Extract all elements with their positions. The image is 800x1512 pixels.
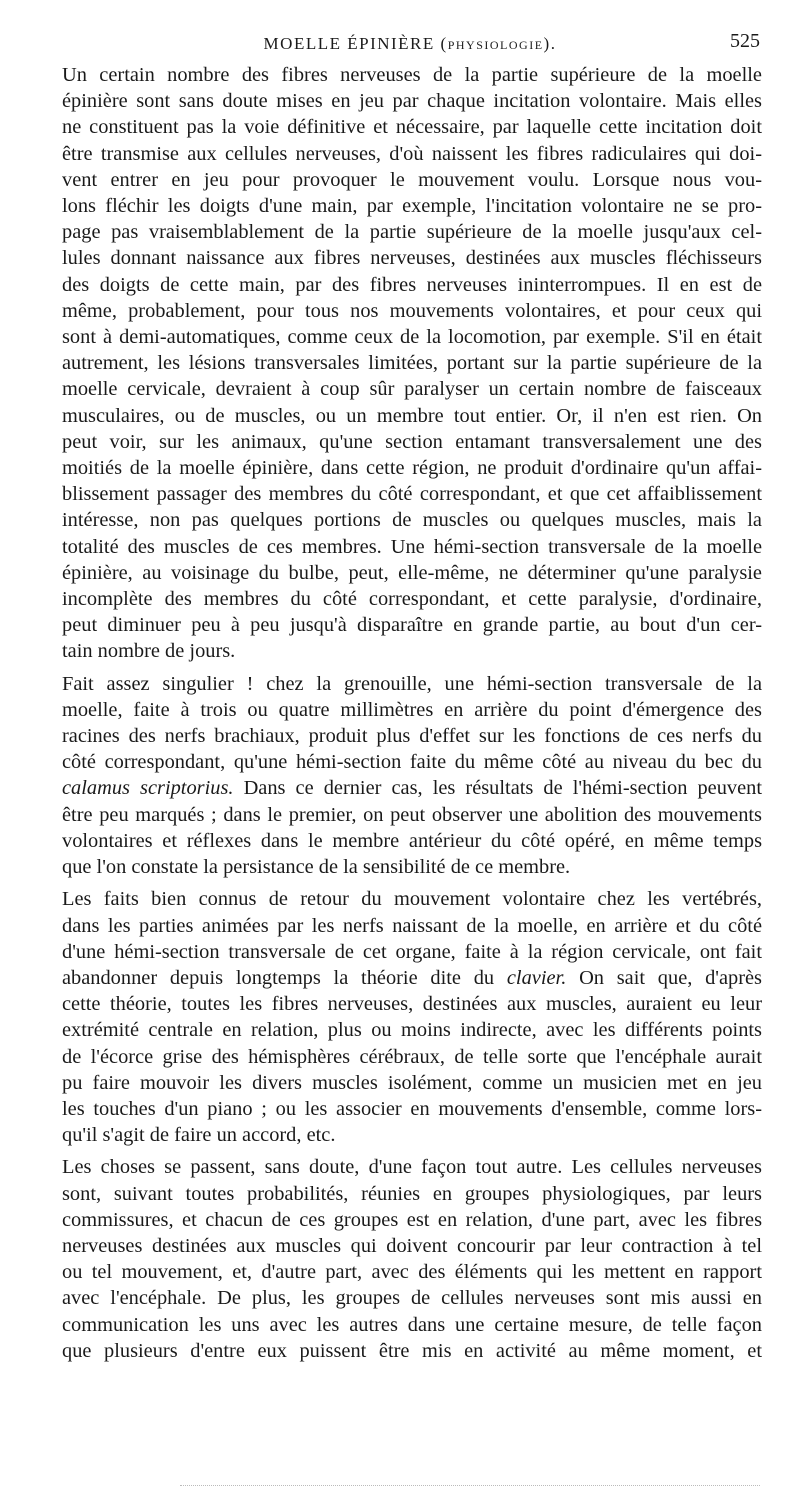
text-line: dans les parties animées par les nerfs naissant de la moelle, en arrière et du côté [62, 914, 762, 937]
footer-dotted-rule [180, 1485, 760, 1487]
text-line: Un certain nombre des fibres nerveuses de la partie supérieure de la moelle [62, 64, 762, 86]
text-line: totalité des muscles de ces membres. Une hémi-section transversale de la moelle [62, 535, 762, 558]
text-line: être transmise aux cellules nerveuses, d'où naissent les fibres radiculaires qui doi- [62, 142, 762, 165]
text-line: Les faits bien connus de retour du mouvement volontaire chez les vertébrés, [62, 888, 762, 911]
text-line: page pas vraisemblablement de la partie supérieure de la moelle jusqu'aux cel- [62, 221, 762, 244]
text-line: musculaires, ou de muscles, ou un membre tout entier. Or, il n'en est rien. On [62, 404, 762, 427]
running-title-end: ). [543, 34, 557, 53]
text-line: lules donnant naissance aux fibres nerveuses, destinées aux muscles fléchisseurs [62, 247, 762, 270]
text-line: communication les uns avec les autres dans une certaine mesure, de telle façon [62, 1313, 762, 1336]
text-line: les touches d'un piano ; ou les associer en mouvements d'ensemble, comme lors- [62, 1097, 762, 1120]
text-line-with-italic: abandonner depuis longtemps la théorie dite du clavier. On sait que, d'après [62, 966, 762, 989]
text-line: que l'on constate la persistance de la sensibilité de ce membre. [62, 856, 571, 879]
text-line: côté correspondant, qu'une hémi-section faite du même côté au niveau du bec du [62, 751, 762, 774]
text-line-with-italic: calamus scriptorius. Dans ce dernier cas, les résultats de l'hémi-section peuvent [62, 777, 763, 800]
italic-term: clavier. [506, 966, 567, 989]
text-line: Fait assez singulier ! chez la grenouille, une hémi-section transversale de la [62, 672, 762, 695]
text-line: ou tel mouvement, et, d'autre part, avec des éléments qui les mettent en rapport [62, 1261, 762, 1284]
text-line: qu'il s'agit de faire un accord, etc. [62, 1124, 336, 1147]
text-line: intéresse, non pas quelques portions de muscles ou quelques muscles, mais la [62, 509, 762, 532]
text-line: de l'écorce grise des hémisphères cérébraux, de telle sorte que l'encéphale aurait [62, 1045, 762, 1068]
text-line: épinière sont sans doute mises en jeu par chaque incitation volontaire. Mais elles [62, 90, 762, 113]
italic-term: calamus scriptorius. [62, 777, 234, 800]
text-line: extrémité centrale en relation, plus ou moins indirecte, avec les différents points [62, 1019, 762, 1042]
text-line: vent entrer en jeu pour provoquer le mouvement voulu. Lorsque nous vou- [62, 168, 762, 191]
page-header [60, 30, 760, 58]
text-line: ne constituent pas la voie définitive et nécessaire, par laquelle cette incitation doit [62, 116, 762, 139]
running-title-subject: PHYSIOLOGIE [447, 38, 544, 52]
paragraph-2 [62, 671, 762, 881]
text-line: racines des nerfs brachiaux, produit plus d'effet sur les fonctions de ces nerfs du [62, 725, 762, 748]
text-line: sont à demi-automatiques, comme ceux de la locomotion, par exemple. S'il en était [62, 326, 762, 349]
text-line: moitiés de la moelle épinière, dans cette région, ne produit d'ordinaire qu'un affai- [62, 457, 762, 480]
running-title [60, 34, 760, 54]
running-title-main: MOELLE ÉPINIÈRE ( [263, 34, 448, 53]
body-text [62, 62, 762, 1369]
text-line: sont, suivant toutes probabilités, réunies en groupes physiologiques, par leurs [62, 1182, 762, 1205]
text-line: cette théorie, toutes les fibres nerveuses, destinées aux muscles, auraient eu leur [62, 993, 762, 1016]
text-line: être peu marqués ; dans le premier, on peut observer une abolition des mouvements [62, 803, 762, 826]
text-line: même, probablement, pour tous nos mouvements volontaires, et pour ceux qui [62, 299, 762, 322]
text-line: commissures, et chacun de ces groupes est en relation, d'une part, avec les fibres [62, 1208, 762, 1231]
text-line: autrement, les lésions transversales limitées, portant sur la partie supérieure de la [62, 352, 762, 375]
text-line: moelle cervicale, devraient à coup sûr paralyser un certain nombre de faisceaux [62, 378, 762, 401]
text-line: moelle, faite à trois ou quatre millimètres en arrière du point d'émergence des [62, 698, 762, 721]
text-line: épinière, au voisinage du bulbe, peut, elle-même, ne déterminer qu'une paralysie [62, 561, 762, 584]
text-line: peut diminuer peu à peu jusqu'à disparaître en grande partie, au bout d'un cer- [62, 614, 762, 637]
text-line: des doigts de cette main, par des fibres nerveuses ininterrompues. Il en est de [62, 273, 762, 296]
text-line: nerveuses destinées aux muscles qui doivent concourir par leur contraction à tel [62, 1234, 762, 1257]
text-line: d'une hémi-section transversale de cet organe, faite à la région cervicale, ont fait [62, 940, 762, 963]
text-line: pu faire mouvoir les divers muscles isolément, comme un musicien met en jeu [62, 1071, 762, 1094]
text-line: avec l'encéphale. De plus, les groupes de cellules nerveuses sont mis aussi en [62, 1287, 762, 1310]
text-line: incomplète des membres du côté correspondant, et cette paralysie, d'ordinaire, [62, 588, 762, 611]
paragraph-1 [62, 62, 762, 665]
text-line: peut voir, sur les animaux, qu'une section entamant transversalement une des [62, 430, 762, 453]
page-number: 525 [730, 30, 760, 52]
text-line: tain nombre de jours. [62, 640, 236, 663]
text-line: Les choses se passent, sans doute, d'une façon tout autre. Les cellules nerveuses [62, 1156, 762, 1179]
text-line: que plusieurs d'entre eux puissent être mis en activité au même moment, et [62, 1339, 762, 1362]
text-line: lons fléchir les doigts d'une main, par exemple, l'incitation volontaire ne se pro- [62, 195, 762, 218]
paragraph-3 [62, 886, 762, 1148]
text-line: volontaires et réflexes dans le membre antérieur du côté opéré, en même temps [62, 829, 762, 852]
paragraph-4 [62, 1154, 762, 1364]
text-line: blissement passager des membres du côté correspondant, et que cet affaiblissement [62, 483, 762, 506]
